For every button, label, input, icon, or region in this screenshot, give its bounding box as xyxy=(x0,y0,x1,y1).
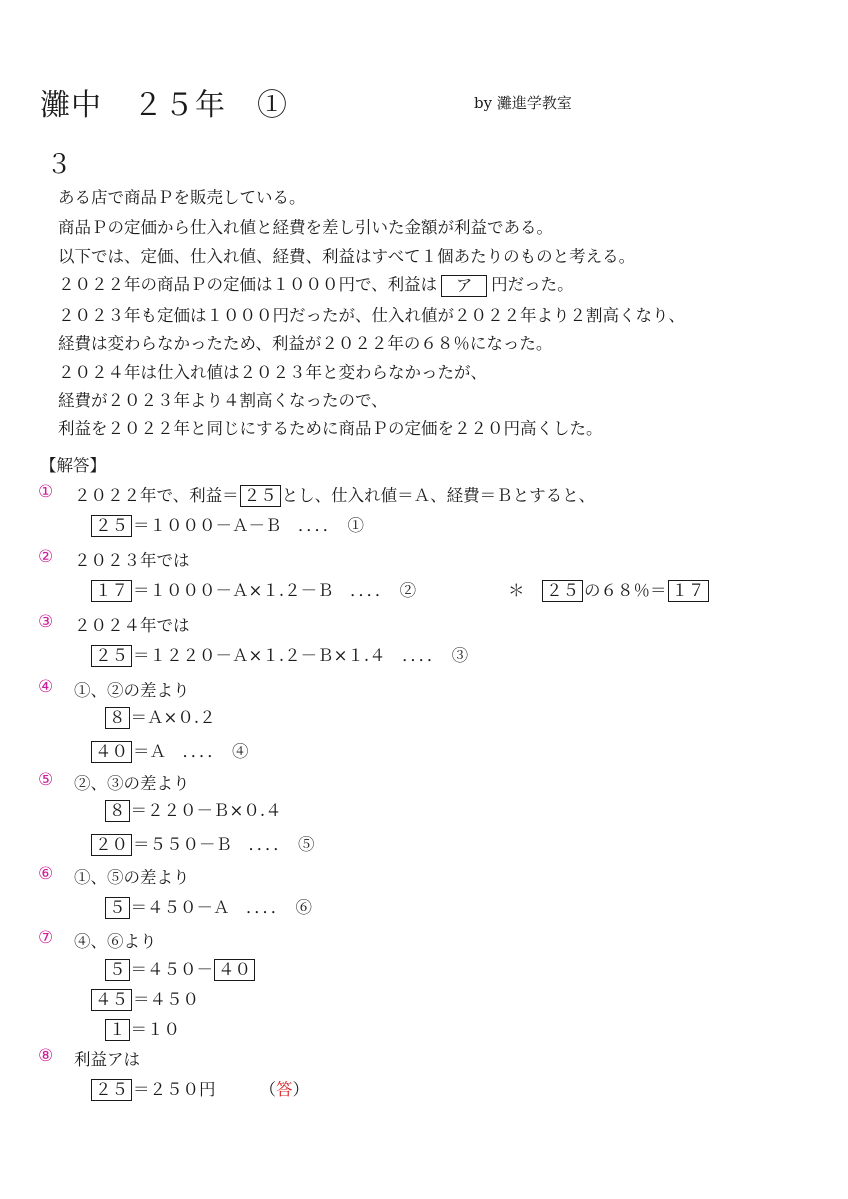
answer-label xyxy=(260,1080,310,1099)
equation-line xyxy=(90,512,364,537)
problem-line: 以下では、定価、仕入れ値、経費、利益はすべて１個あたりのものと考える。 xyxy=(58,247,636,266)
step-heading xyxy=(74,1046,140,1070)
note-text: ＊ xyxy=(508,581,541,600)
equation-text: ＝４５０－ xyxy=(130,960,213,979)
boxed-number: ５ xyxy=(105,959,130,981)
equation-line xyxy=(104,956,256,981)
step-marker: ④ xyxy=(38,677,54,697)
equation-line xyxy=(104,894,312,919)
equation-text: ＝１２２０－Ａ×１.２－Ｂ×１.４ ．．．． ③ xyxy=(133,646,469,665)
boxed-number: ２５ xyxy=(91,1079,132,1101)
step-marker: ③ xyxy=(38,612,54,632)
equation-text: ２０２３年では xyxy=(74,551,190,570)
problem-line: ある店で商品Ｐを販売している。 xyxy=(58,188,306,207)
equation-line xyxy=(104,1016,180,1041)
problem-line: 商品Ｐの定価から仕入れ値と経費を差し引いた金額が利益である。 xyxy=(58,218,553,237)
equation-line xyxy=(90,738,249,763)
equation-text: ＝４５０ xyxy=(133,990,199,1009)
problem-line-blank xyxy=(58,271,574,297)
boxed-number: ２５ xyxy=(542,580,583,602)
boxed-number: ２５ xyxy=(91,645,132,667)
answer-paren: ） xyxy=(292,1080,309,1099)
equation-text: ①、⑤の差より xyxy=(74,868,190,887)
equation-line xyxy=(104,797,282,822)
answer-paren: （ xyxy=(259,1080,276,1099)
step-marker: ① xyxy=(38,482,54,502)
equation-text: ＝Ａ ．．．． ④ xyxy=(133,742,249,761)
boxed-number: ４５ xyxy=(91,989,132,1011)
boxed-number: １ xyxy=(105,1019,130,1041)
step-heading xyxy=(74,612,190,636)
equation-text: ＝１０００－Ａ－Ｂ ．．．． ① xyxy=(133,516,364,535)
problem-line: 利益を２０２２年と同じにするために商品Ｐの定価を２２０円高くした。 xyxy=(58,419,603,438)
equation-line xyxy=(90,1076,309,1101)
boxed-number: ８ xyxy=(105,707,130,729)
step-marker: ⑦ xyxy=(38,928,54,948)
problem-text: ２０２２年の商品Ｐの定価は１０００円で、利益は xyxy=(58,275,438,294)
equation-text: ＝Ａ×０.２ xyxy=(130,708,216,727)
equation-text: とし、仕入れ値＝Ａ、経費＝Ｂとすると、 xyxy=(281,486,596,505)
question-number: ３ xyxy=(46,150,73,180)
boxed-number: ２０ xyxy=(91,834,132,856)
problem-text: 円だった。 xyxy=(491,275,574,294)
answer-mark: 答 xyxy=(276,1080,293,1099)
problem-line: 経費が２０２３年より４割高くなったので、 xyxy=(58,391,388,410)
boxed-number: ４０ xyxy=(91,741,132,763)
equation-line xyxy=(90,642,468,667)
equation-text: ＝１０ xyxy=(130,1020,180,1039)
side-note xyxy=(508,577,710,602)
equation-text: ２０２４年では xyxy=(74,616,190,635)
step-heading xyxy=(74,677,190,701)
step-heading xyxy=(74,482,595,507)
equation-line xyxy=(90,577,416,602)
boxed-number: ８ xyxy=(105,800,130,822)
equation-text: ④、⑥より xyxy=(74,932,157,951)
boxed-number: ５ xyxy=(105,897,130,919)
equation-text: ２０２２年で、利益＝ xyxy=(74,486,239,505)
step-marker: ② xyxy=(38,547,54,567)
answer-heading: 【解答】 xyxy=(40,456,106,475)
boxed-number: １７ xyxy=(668,580,709,602)
problem-line: 経費は変わらなかったため、利益が２０２２年の６８％になった。 xyxy=(58,334,553,353)
problem-line: ２０２３年も定価は１０００円だったが、仕入れ値が２０２２年より２割高くなり、 xyxy=(58,306,685,325)
step-heading xyxy=(74,547,190,571)
byline: by 灘進学教室 xyxy=(474,94,572,112)
equation-text: ＝１０００－Ａ×１.２－Ｂ ．．．． ② xyxy=(133,581,417,600)
page-title: 灘中 ２５年 ① xyxy=(40,88,288,123)
boxed-number: ４０ xyxy=(214,959,255,981)
equation-text: ＝５５０－Ｂ ．．．． ⑤ xyxy=(133,835,315,854)
equation-text: ②、③の差より xyxy=(74,774,190,793)
note-text: の６８％＝ xyxy=(584,581,667,600)
equation-line xyxy=(90,986,199,1011)
step-marker: ⑤ xyxy=(38,770,54,790)
step-heading xyxy=(74,864,190,888)
boxed-number: ２５ xyxy=(240,485,281,507)
equation-line xyxy=(90,831,315,856)
step-marker: ⑧ xyxy=(38,1046,54,1066)
step-heading xyxy=(74,770,190,794)
equation-line xyxy=(104,704,216,729)
equation-text: ＝４５０－Ａ ．．．． ⑥ xyxy=(130,898,312,917)
equation-text: ＝２５０円 xyxy=(133,1080,216,1099)
boxed-number: １７ xyxy=(91,580,132,602)
step-heading xyxy=(74,928,157,952)
step-marker: ⑥ xyxy=(38,864,54,884)
equation-text: ＝２２０－Ｂ×０.４ xyxy=(130,801,282,820)
equation-text: 利益アは xyxy=(74,1050,140,1069)
boxed-number: ２５ xyxy=(91,515,132,537)
answer-blank: ア xyxy=(441,275,487,297)
problem-line: ２０２４年は仕入れ値は２０２３年と変わらなかったが、 xyxy=(58,363,487,382)
equation-text: ①、②の差より xyxy=(74,681,190,700)
